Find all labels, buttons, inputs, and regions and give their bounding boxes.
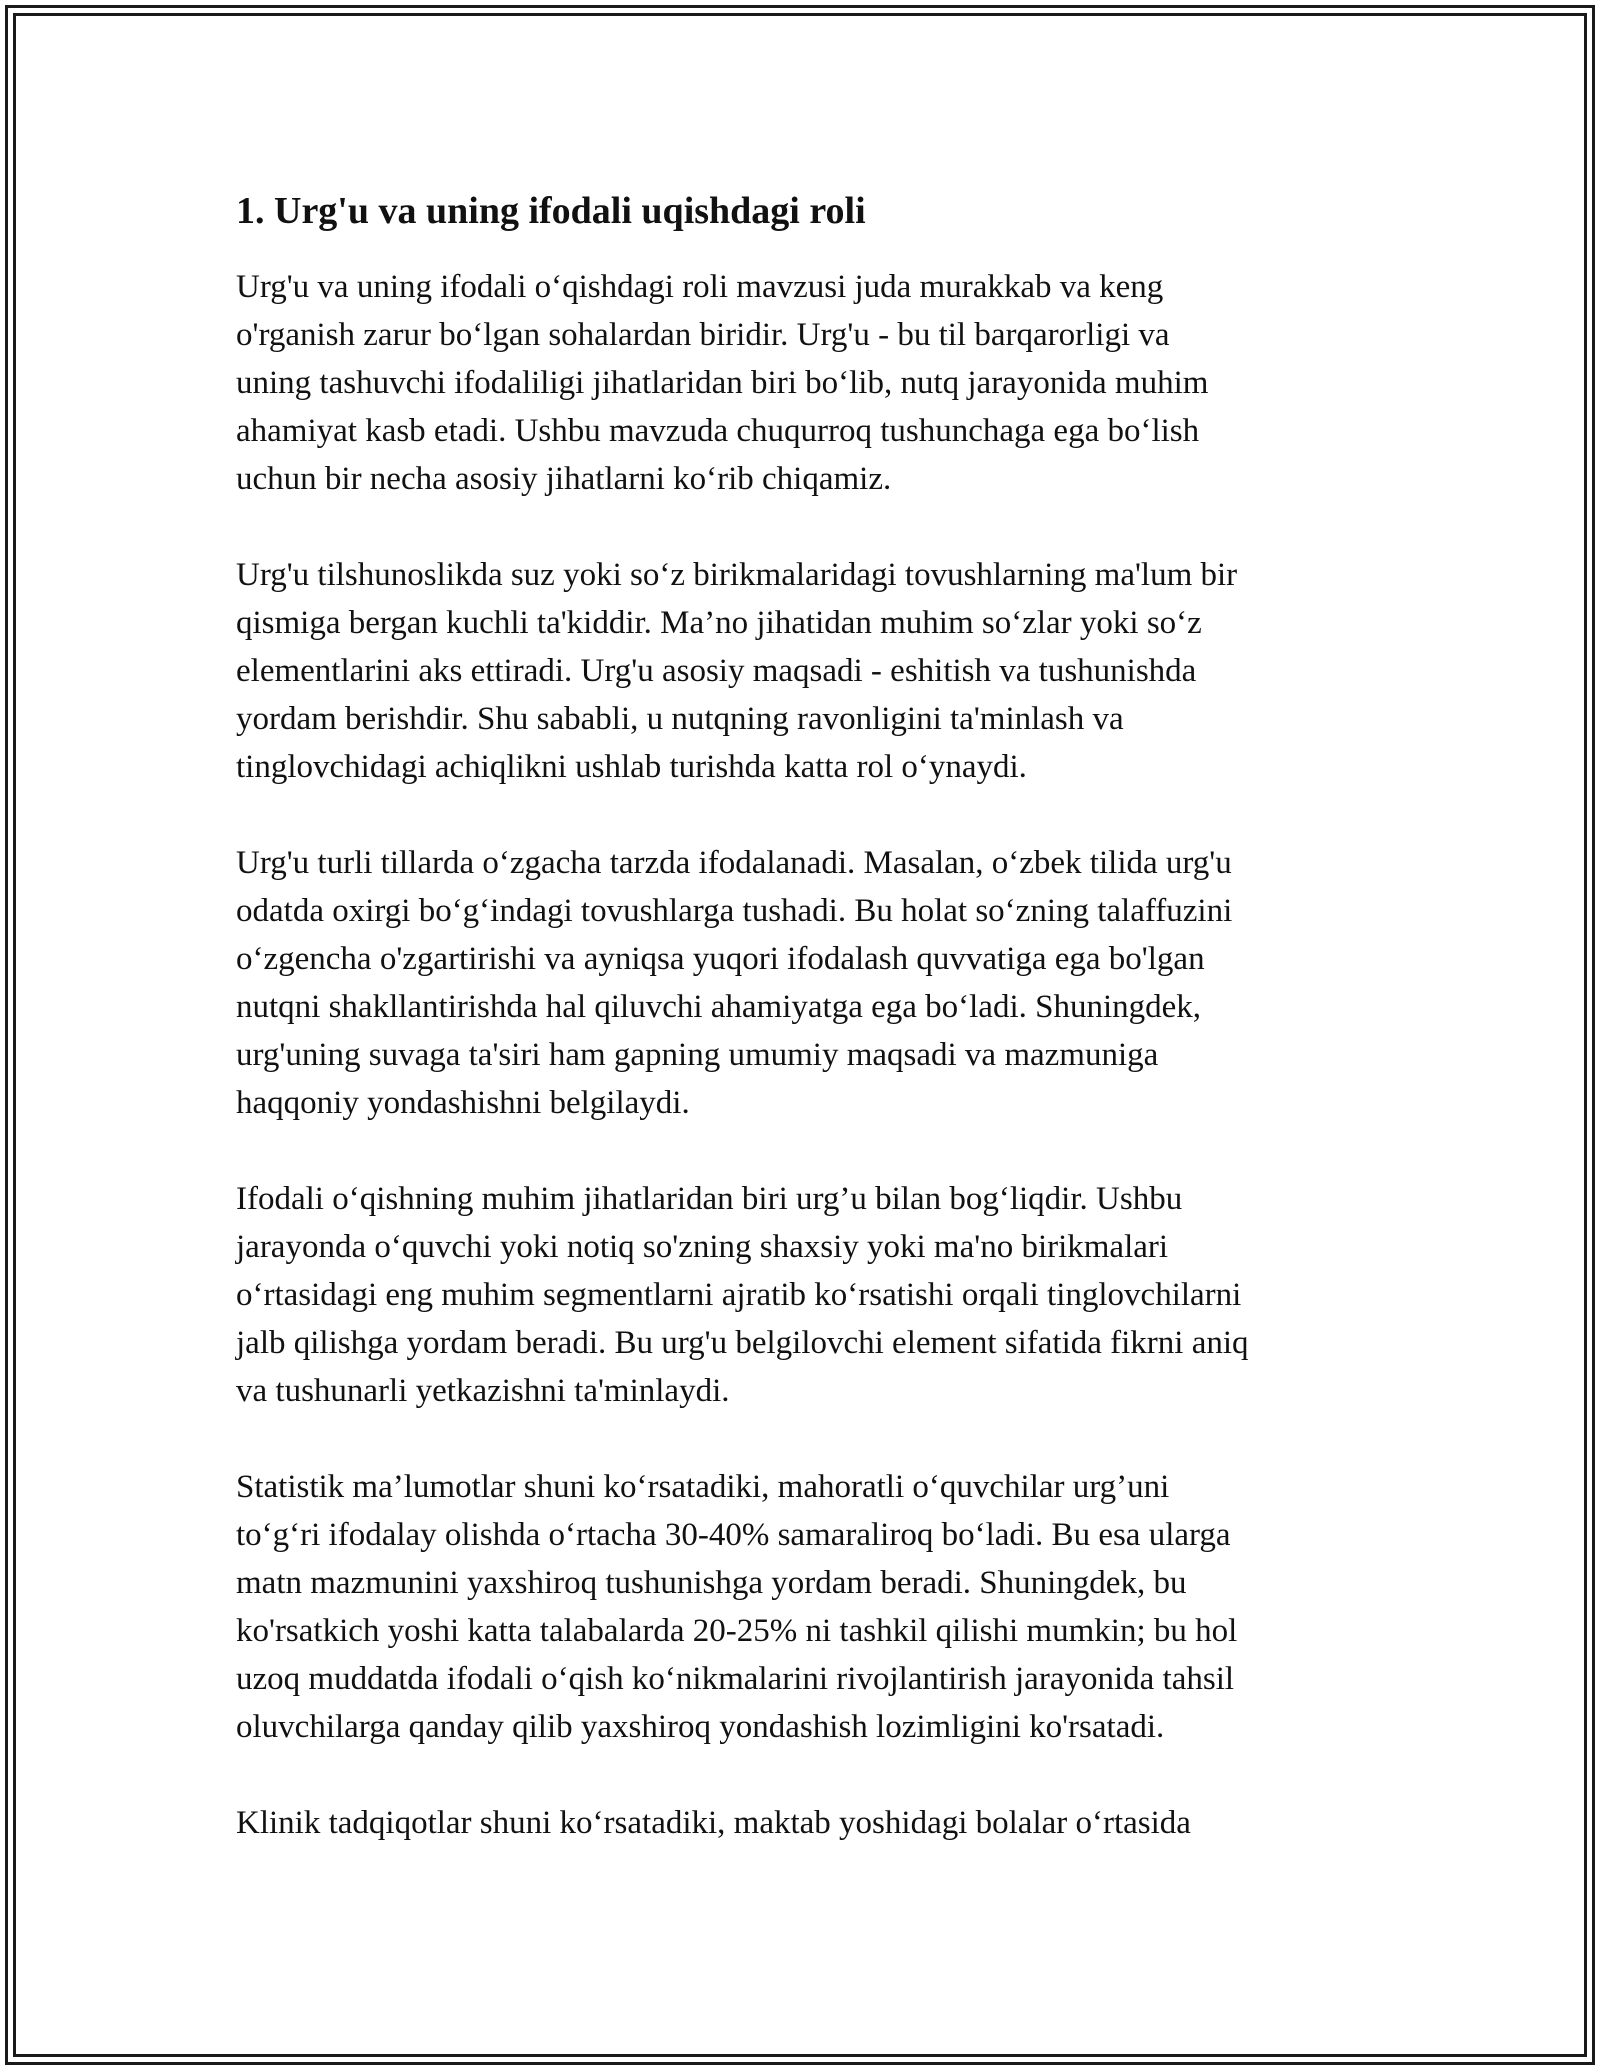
paragraph-6 <box>236 1799 1386 1847</box>
text-line: ahamiyat kasb etadi. Ushbu mavzuda chuqurroq tushunchaga ega bo‘lish <box>236 413 1200 450</box>
text-line: o'rganish zarur bo‘lgan sohalardan biridir. Urg'u - bu til barqarorligi va <box>236 317 1170 354</box>
paragraph-4 <box>236 1175 1386 1415</box>
text-line: uchun bir necha asosiy jihatlarni ko‘rib chiqamiz. <box>236 461 892 498</box>
text-line: elementlarini aks ettiradi. Urg'u asosiy maqsadi - eshitish va tushunishda <box>236 653 1197 690</box>
text-line: ko'rsatkich yoshi katta talabalarda 20-25% ni tashkil qilishi mumkin; bu hol <box>236 1613 1238 1650</box>
text-line: jalb qilishga yordam beradi. Bu urg'u belgilovchi element sifatida fikrni aniq <box>236 1325 1249 1362</box>
paragraph-5 <box>236 1463 1386 1751</box>
text-line: va tushunarli yetkazishni ta'minlaydi. <box>236 1373 730 1410</box>
paragraph-1 <box>236 263 1386 503</box>
text-line: yordam berishdir. Shu sababli, u nutqning ravonligini ta'minlash va <box>236 701 1124 738</box>
text-line: uzoq muddatda ifodali o‘qish ko‘nikmalarini rivojlantirish jarayonida tahsil <box>236 1661 1235 1698</box>
text-line: Statistik ma’lumotlar shuni ko‘rsatadiki, mahoratli o‘quvchilar urg’uni <box>236 1469 1170 1506</box>
text-line: uning tashuvchi ifodaliligi jihatlaridan biri bo‘lib, nutq jarayonida muhim <box>236 365 1209 402</box>
text-line: urg'uning suvaga ta'siri ham gapning umumiy maqsadi va mazmuniga <box>236 1037 1159 1074</box>
text-line: o‘rtasidagi eng muhim segmentlarni ajratib ko‘rsatishi orqali tinglovchilarni <box>236 1277 1242 1314</box>
text-line: haqqoniy yondashishni belgilaydi. <box>236 1085 690 1122</box>
text-line: Ifodali o‘qishning muhim jihatlaridan biri urg’u bilan bog‘liqdir. Ushbu <box>236 1181 1183 1218</box>
text-line: o‘zgencha o'zgartirishi va ayniqsa yuqori ifodalash quvvatiga ega bo'lgan <box>236 941 1205 978</box>
text-line: oluvchilarga qanday qilib yaxshiroq yondashish lozimligini ko'rsatadi. <box>236 1709 1165 1746</box>
document-title: 1. Urg'u va uning ifodali uqishdagi roli <box>236 190 866 232</box>
text-line: jarayonda o‘quvchi yoki notiq so'zning shaxsiy yoki ma'no birikmalari <box>236 1229 1169 1266</box>
text-line: odatda oxirgi bo‘g‘indagi tovushlarga tushadi. Bu holat so‘zning talaffuzini <box>236 893 1233 930</box>
text-line: nutqni shakllantirishda hal qiluvchi ahamiyatga ega bo‘ladi. Shuningdek, <box>236 989 1202 1026</box>
text-line: Urg'u turli tillarda o‘zgacha tarzda ifodalanadi. Masalan, o‘zbek tilida urg'u <box>236 845 1232 882</box>
text-line: tinglovchidagi achiqlikni ushlab turishda katta rol o‘ynaydi. <box>236 749 1027 786</box>
text-line: to‘g‘ri ifodalay olishda o‘rtacha 30-40% samaraliroq bo‘ladi. Bu esa ularga <box>236 1517 1231 1554</box>
text-line: Urg'u tilshunoslikda suz yoki so‘z birikmalaridagi tovushlarning ma'lum bir <box>236 557 1238 594</box>
text-line: Urg'u va uning ifodali o‘qishdagi roli mavzusi juda murakkab va keng <box>236 269 1164 306</box>
document-body <box>236 186 1386 1895</box>
text-line: Klinik tadqiqotlar shuni ko‘rsatadiki, maktab yoshidagi bolalar o‘rtasida <box>236 1805 1191 1842</box>
text-line: matn mazmunini yaxshiroq tushunishga yordam beradi. Shuningdek, bu <box>236 1565 1187 1602</box>
paragraph-2 <box>236 551 1386 791</box>
paragraph-3 <box>236 839 1386 1127</box>
text-line: qismiga bergan kuchli ta'kiddir. Ma’no jihatidan muhim so‘zlar yoki so‘z <box>236 605 1202 642</box>
